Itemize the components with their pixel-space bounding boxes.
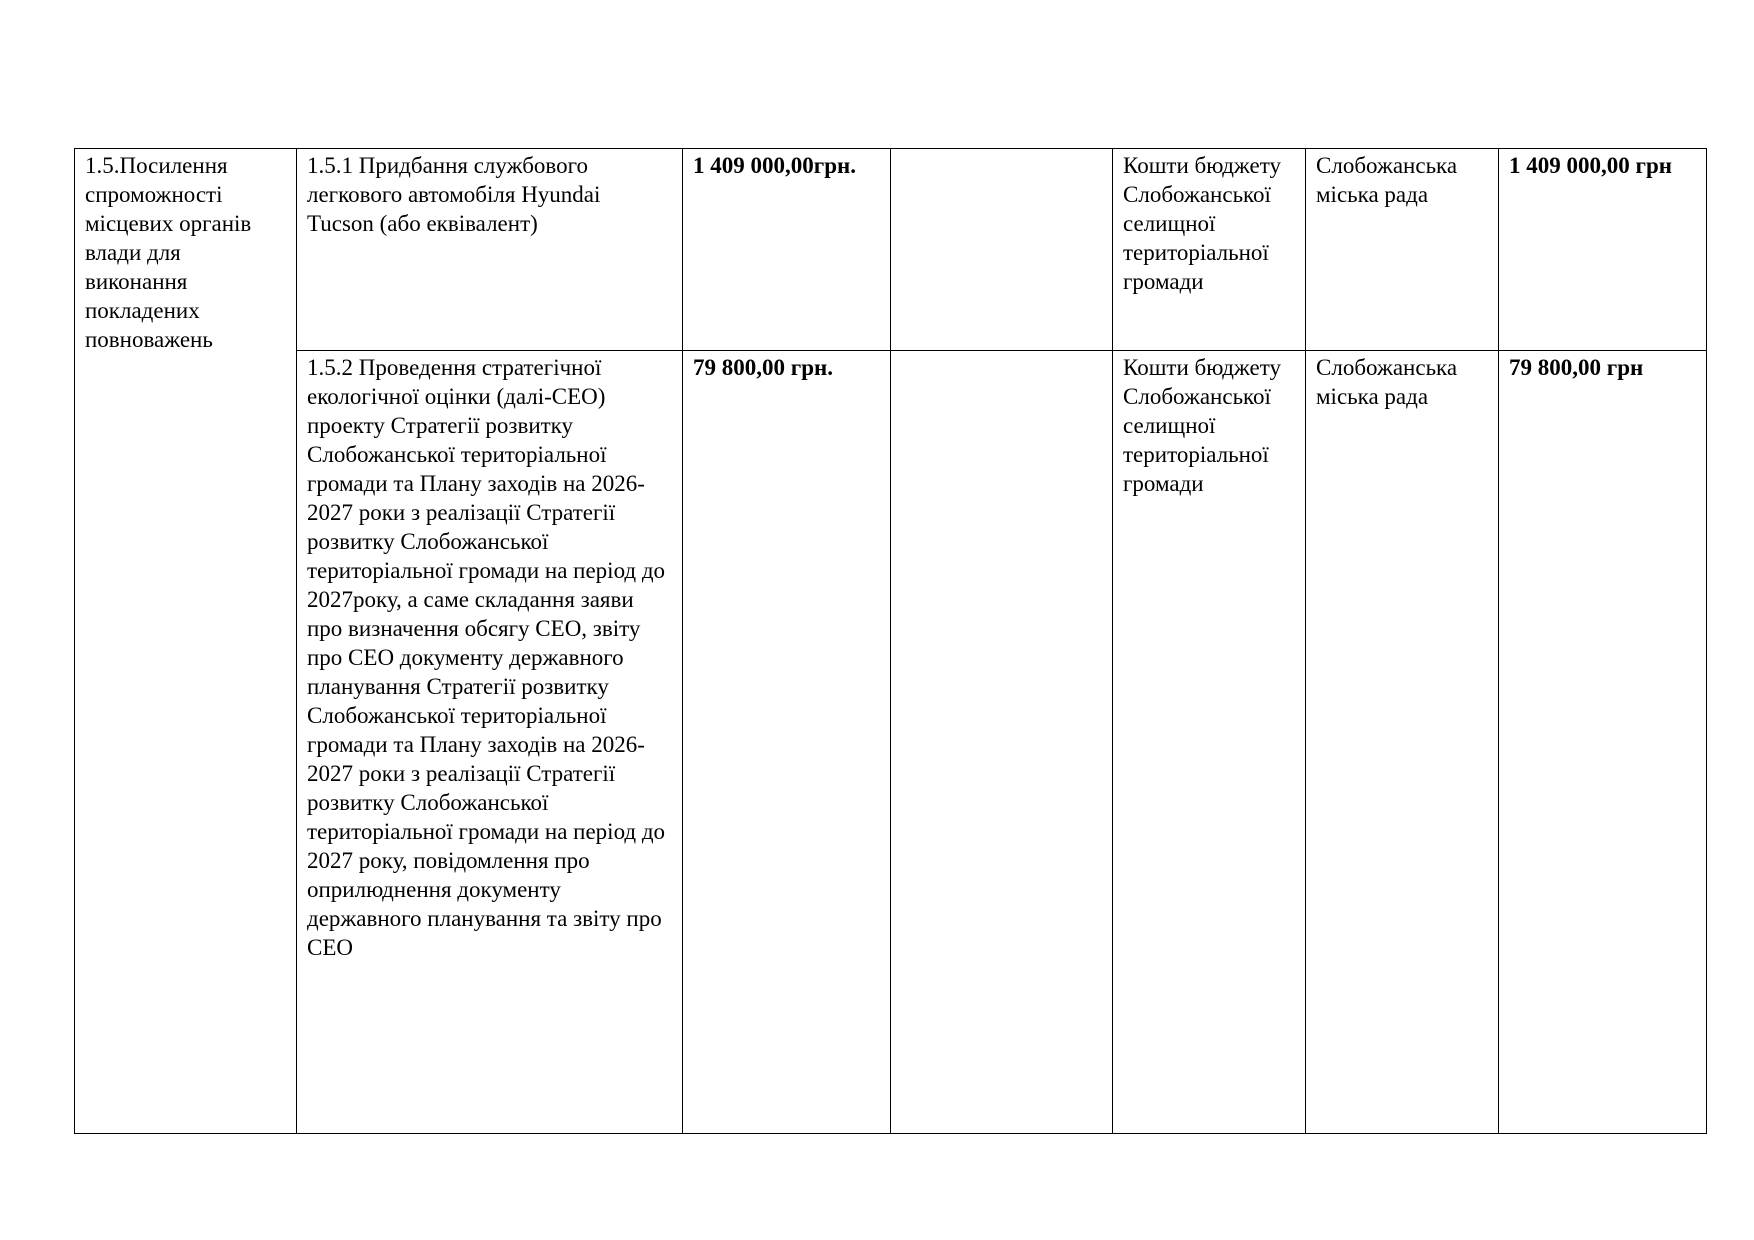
amount-text: 1 409 000,00грн.: [693, 153, 856, 178]
goal-cell: [75, 149, 297, 1134]
measure-text: 1.5.1 Придбання службового легкового автомобіля Hyundai Tucson (або еквівалент): [307, 153, 601, 236]
executor-text: Слобожанська міська рада: [1316, 355, 1458, 409]
source-cell: [1113, 149, 1306, 351]
total-cell: [1499, 149, 1707, 351]
total-text: 1 409 000,00 грн: [1509, 153, 1672, 178]
measure-text: 1.5.2 Проведення стратегічної екологічної оцінки (далі-СЕО) проекту Стратегії розвитку Слобожанської територіальної громади та Плану заходів на 2026-2027 роки з реалізації Стратегії розвитку Слобожанської територіальної громади на період до 2027року, а саме складання заяви про визначення обсягу СЕО, звіту про СЕО документу державного планування Стратегії розвитку Слобожанської територіальної громади та Плану заходів на 2026-2027 роки з реалізації Стратегії розвитку Слобожанської територіальної громади на період до 2027 року, повідомлення про оприлюднення документу державного планування та звіту про СЕО: [307, 355, 666, 960]
empty-cell: [891, 351, 1113, 1134]
empty-cell: [891, 149, 1113, 351]
source-text: Кошти бюджету Слобожанської селищної територіальної громади: [1123, 153, 1281, 294]
source-cell: [1113, 351, 1306, 1134]
amount-cell: [683, 149, 891, 351]
total-text: 79 800,00 грн: [1509, 355, 1644, 380]
table-row: [75, 351, 1707, 1134]
total-cell: [1499, 351, 1707, 1134]
executor-cell: [1306, 351, 1499, 1134]
executor-cell: [1306, 149, 1499, 351]
measures-table: [74, 148, 1707, 1134]
table-row: [75, 149, 1707, 351]
executor-text: Слобожанська міська рада: [1316, 153, 1458, 207]
source-text: Кошти бюджету Слобожанської селищної територіальної громади: [1123, 355, 1281, 496]
amount-cell: [683, 351, 891, 1134]
amount-text: 79 800,00 грн.: [693, 355, 833, 380]
goal-text: 1.5.Посилення спроможності місцевих органів влади для виконання покладених повноважень: [85, 153, 252, 352]
measure-cell: [297, 351, 683, 1134]
measure-cell: [297, 149, 683, 351]
